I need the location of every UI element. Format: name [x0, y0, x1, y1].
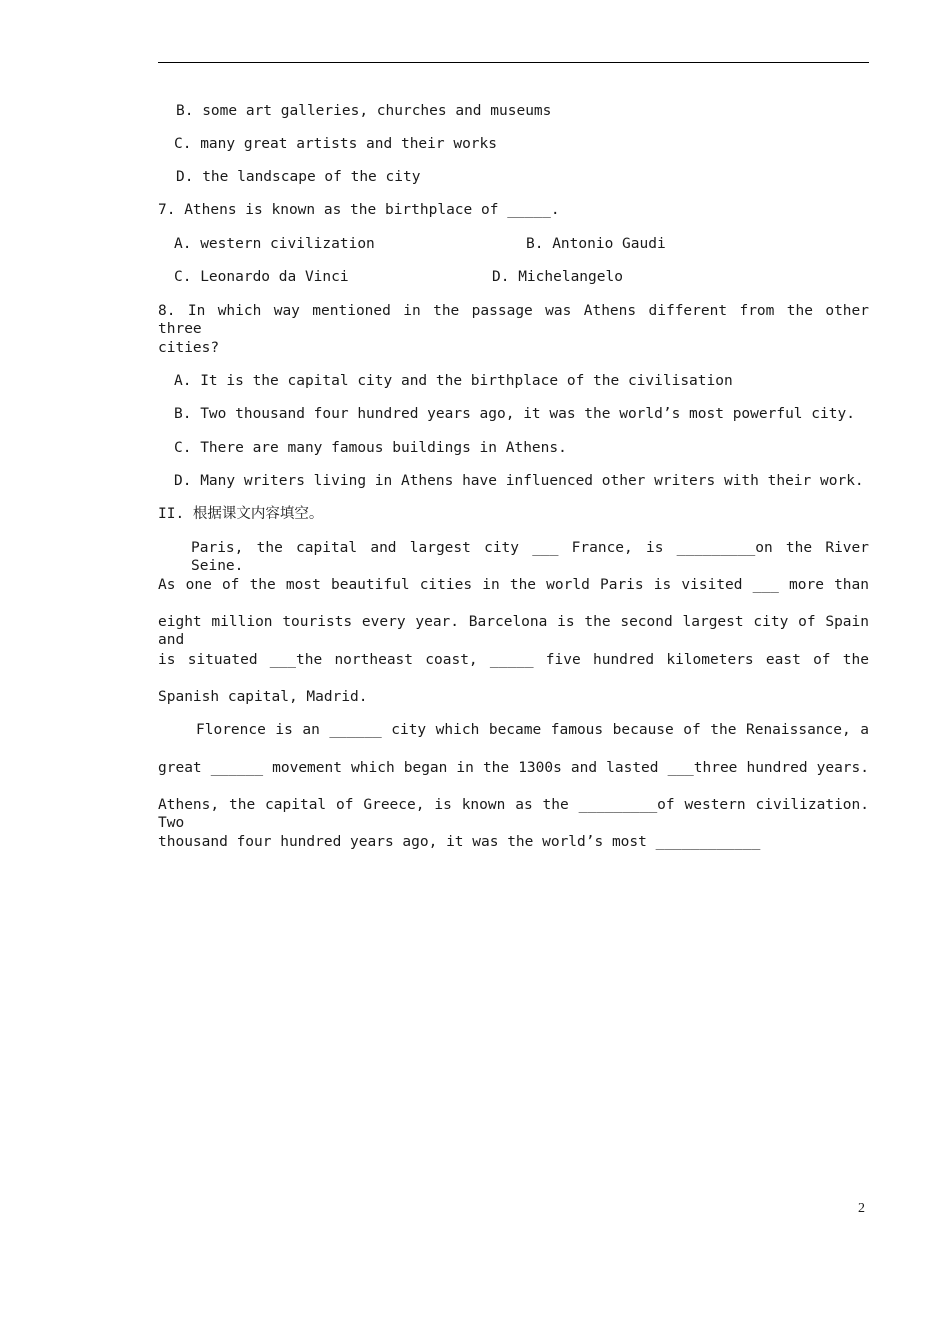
q6-option-b: B. some art galleries, churches and museums	[176, 103, 552, 119]
p2-line-1: Florence is an ______ city which became famous because of the Renaissance, a	[196, 722, 869, 738]
q7-option-c: C. Leonardo da Vinci	[174, 269, 349, 285]
p1-line-2: As one of the most beautiful cities in the world Paris is visited ___ more than	[158, 577, 869, 593]
page-number: 2	[858, 1201, 865, 1216]
q8-option-d: D. Many writers living in Athens have influenced other writers with their work.	[174, 473, 864, 489]
section-2-heading: II. 根据课文内容填空。	[158, 506, 324, 522]
p1-line-4: is situated ___the northeast coast, _____ five hundred kilometers east of the	[158, 652, 869, 668]
p1-line-1: Paris, the capital and largest city ___ France, is _________on the River Seine.	[191, 540, 869, 574]
q7-stem: 7. Athens is known as the birthplace of _____.	[158, 202, 560, 218]
p2-line-3: Athens, the capital of Greece, is known as the _________of western civilization. Two	[158, 797, 869, 831]
p1-line-5: Spanish capital, Madrid.	[158, 689, 368, 705]
p2-line-2: great ______ movement which began in the 1300s and lasted ___three hundred years.	[158, 760, 869, 776]
q6-option-d: D. the landscape of the city	[176, 169, 421, 185]
p1-line-3: eight million tourists every year. Barcelona is the second largest city of Spain and	[158, 614, 869, 648]
q7-option-d: D. Michelangelo	[492, 269, 623, 285]
q8-option-b: B. Two thousand four hundred years ago, it was the world’s most powerful city.	[174, 406, 855, 422]
q7-option-b: B. Antonio Gaudi	[526, 236, 666, 252]
q8-stem-line-2: cities?	[158, 340, 220, 356]
q7-option-a: A. western civilization	[174, 236, 375, 252]
q6-option-c: C. many great artists and their works	[174, 136, 498, 152]
q8-option-a: A. It is the capital city and the birthplace of the civilisation	[174, 373, 733, 389]
header-rule	[158, 62, 869, 63]
p2-line-4: thousand four hundred years ago, it was the world’s most ____________	[158, 834, 761, 850]
q8-stem-line-1: 8. In which way mentioned in the passage was Athens different from the other three	[158, 303, 869, 337]
q8-option-c: C. There are many famous buildings in Athens.	[174, 440, 567, 456]
